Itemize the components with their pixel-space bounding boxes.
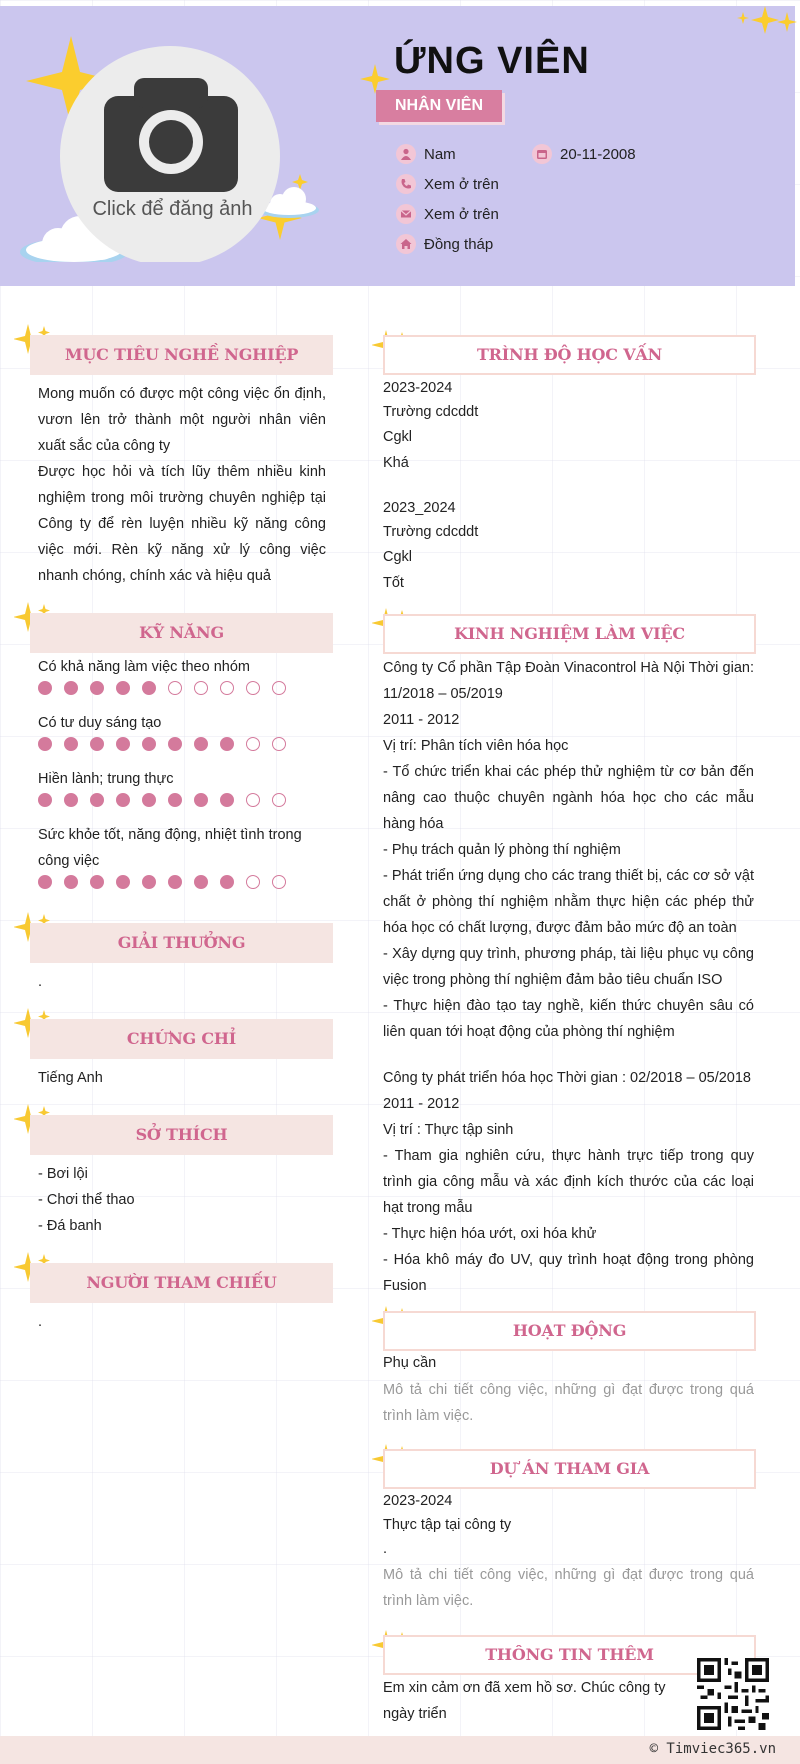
references-text: . [38,1314,43,1330]
skill-dot [194,793,208,807]
address-value: Đồng tháp [424,235,494,253]
education-grade: Tốt [383,575,404,591]
job-task: - Phát triển ứng dụng cho các trang thiết bị, các cơ sở vật chất ở phòng thí nghiệm nhằm thực hiện các phép thử hóa học có chất lượng, được đảm bảo mức độ an toàn [383,868,754,936]
skill-dot [116,681,130,695]
email-value: Xem ở trên [424,205,499,223]
phone-icon [396,174,416,194]
job-task: - Xây dựng quy trình, phương pháp, tài liệu phục vụ công việc trong phòng thí nghiệm đảm bảo tiêu chuẩn ISO [383,946,754,988]
skill-dot [38,875,52,889]
skill-dot [142,875,156,889]
skill-dot [168,681,182,695]
skill-dot [64,681,78,695]
skill-dot [194,875,208,889]
skill-dot [90,681,104,695]
experience-heading: KINH NGHIỆM LÀM VIỆC [383,614,756,654]
skill-label: Có tư duy sáng tạo [38,715,162,731]
project-time: 2023-2024 [383,1493,453,1509]
calendar-icon [532,144,552,164]
skill-label: Sức khỏe tốt, năng động, nhiệt tình trong công việc [38,827,302,869]
awards-text: . [38,974,43,990]
education-time: 2023_2024 [383,500,456,516]
hobbies-heading: SỞ THÍCH [30,1115,333,1155]
references-heading: NGƯỜI THAM CHIẾU [30,1263,333,1303]
candidate-position: NHÂN VIÊN [376,90,502,122]
gender-row [396,144,456,164]
photo-upload-label: Click để đăng ảnh [92,198,253,220]
activity-role: Phụ cần [383,1355,437,1371]
skill-dot [220,737,234,751]
candidate-name: ỨNG VIÊN [394,40,590,82]
skill-dot [220,793,234,807]
skill-dot [64,737,78,751]
skill-dot [116,793,130,807]
job-task: - Tổ chức triển khai các phép thử nghiệm từ cơ bản đến nâng cao thuộc chuyên ngành hóa học cho các mẫu hàng hóa [383,764,754,832]
skill-dot [142,737,156,751]
skill-dot [90,793,104,807]
job-task: - Phụ trách quản lý phòng thí nghiệm [383,842,621,858]
experience-content [383,655,754,1299]
education-school: Trường cdcddt [383,404,479,420]
job-company: Công ty phát triển hóa học Thời gian : 02/2018 – 05/2018 [383,1070,751,1086]
gender-value: Nam [424,145,456,163]
projects-heading: DỰ ÁN THAM GIA [383,1449,756,1489]
project-role: . [383,1541,388,1557]
certificates-text: Tiếng Anh [38,1070,103,1086]
skill-dot [142,793,156,807]
skill-dot [90,737,104,751]
skill-dot [194,681,208,695]
education-major: Cgkl [383,549,413,565]
hobby-item: - Chơi thể thao [38,1192,135,1208]
job-task: - Hóa khô máy đo UV, quy trình hoạt động trong phòng Fusion [383,1252,754,1294]
objective-text-2: Được học hỏi và tích lũy thêm nhiều kinh nghiệm trong môi trường chuyên nghiệp tại Công ty để rèn luyện nhiều kỹ năng công việc mới. Rèn kỹ năng xử lý công việc nhanh chóng, chính xác và hiệu quả [38,464,326,584]
footer-credit: © Timviec365.vn [649,1741,776,1757]
job-role: Vị trí : Thực tập sinh [383,1122,514,1138]
education-major: Cgkl [383,429,413,445]
address-row [396,234,493,254]
skill-dot [246,681,260,695]
hobby-item: - Bơi lội [38,1166,88,1182]
job-role: Vị trí: Phân tích viên hóa học [383,738,569,754]
skill-rating [38,793,286,807]
job-company: Công ty Cổ phần Tập Đoàn Vinacontrol Hà Nội Thời gian: 11/2018 – 05/2019 [383,660,754,702]
skill-dot [272,793,286,807]
skill-dot [168,793,182,807]
qr-code [697,1658,769,1730]
phone-value: Xem ở trên [424,175,499,193]
project-name: Thực tập tại công ty [383,1517,512,1533]
activity-description: Mô tả chi tiết công việc, những gì đạt được trong quá trình làm việc. [383,1382,754,1424]
job-task: - Tham gia nghiên cứu, thực hành trực tiếp trong quy trình gia công mẫu và xác định kích thước của các loại hạt trong mẫu [383,1148,754,1216]
skill-rating [38,681,286,695]
skill-dot [272,681,286,695]
additional-text: Em xin cảm ơn đã xem hồ sơ. Chúc công ty ngày triển [383,1680,666,1722]
skill-label: Hiền lành; trung thực [38,771,174,787]
project-description: Mô tả chi tiết công việc, những gì đạt được trong quá trình làm việc. [383,1567,754,1609]
education-school: Trường cdcddt [383,524,479,540]
education-time: 2023-2024 [383,380,453,396]
skill-dot [168,875,182,889]
skill-label: Có khả năng làm việc theo nhóm [38,659,250,675]
person-icon [396,144,416,164]
skill-dot [246,793,260,807]
skill-dot [220,875,234,889]
skill-dot [90,875,104,889]
skill-dot [38,793,52,807]
hobby-item: - Đá banh [38,1218,102,1234]
job-task: - Thực hiện hóa ướt, oxi hóa khử [383,1226,597,1242]
skill-dot [220,681,234,695]
activities-heading: HOẠT ĐỘNG [383,1311,756,1351]
birthday-row [532,144,636,164]
star-icon [725,6,800,42]
objective-text-1: Mong muốn có được một công việc ổn định, vươn lên trở thành một người nhân viên xuất sắc của công ty [38,386,326,454]
awards-heading: GIẢI THƯỞNG [30,923,333,963]
skill-rating [38,737,286,751]
job-task: - Thực hiện đào tạo tay nghề, kiến thức chuyên sâu có liên quan tới hoạt động của phòng thí nghiệm [383,998,754,1040]
envelope-icon [396,204,416,224]
skill-dot [194,737,208,751]
objective-heading: MỤC TIÊU NGHỀ NGHIỆP [30,335,333,375]
birthday-value: 20-11-2008 [560,145,636,163]
skill-dot [38,737,52,751]
education-heading: TRÌNH ĐỘ HỌC VẤN [383,335,756,375]
footer [0,1736,800,1764]
skill-dot [116,737,130,751]
skill-dot [64,793,78,807]
email-row [396,204,499,224]
skill-dot [168,737,182,751]
skills-heading: KỸ NĂNG [30,613,333,653]
skill-dot [142,681,156,695]
education-grade: Khá [383,455,409,471]
skill-dot [272,737,286,751]
job-time: 2011 - 2012 [383,712,460,728]
header-banner [0,6,795,286]
skill-rating [38,875,286,889]
phone-row [396,174,499,194]
additional-heading: THÔNG TIN THÊM [383,1635,756,1675]
photo-upload[interactable] [60,46,280,266]
skill-dot [38,681,52,695]
home-icon [396,234,416,254]
skill-dot [246,737,260,751]
skill-dot [116,875,130,889]
header-wave-border [0,262,795,302]
camera-icon [104,78,238,192]
skill-dot [64,875,78,889]
job-time: 2011 - 2012 [383,1096,460,1112]
skill-dot [272,875,286,889]
skill-dot [246,875,260,889]
certificates-heading: CHỨNG CHỈ [30,1019,333,1059]
